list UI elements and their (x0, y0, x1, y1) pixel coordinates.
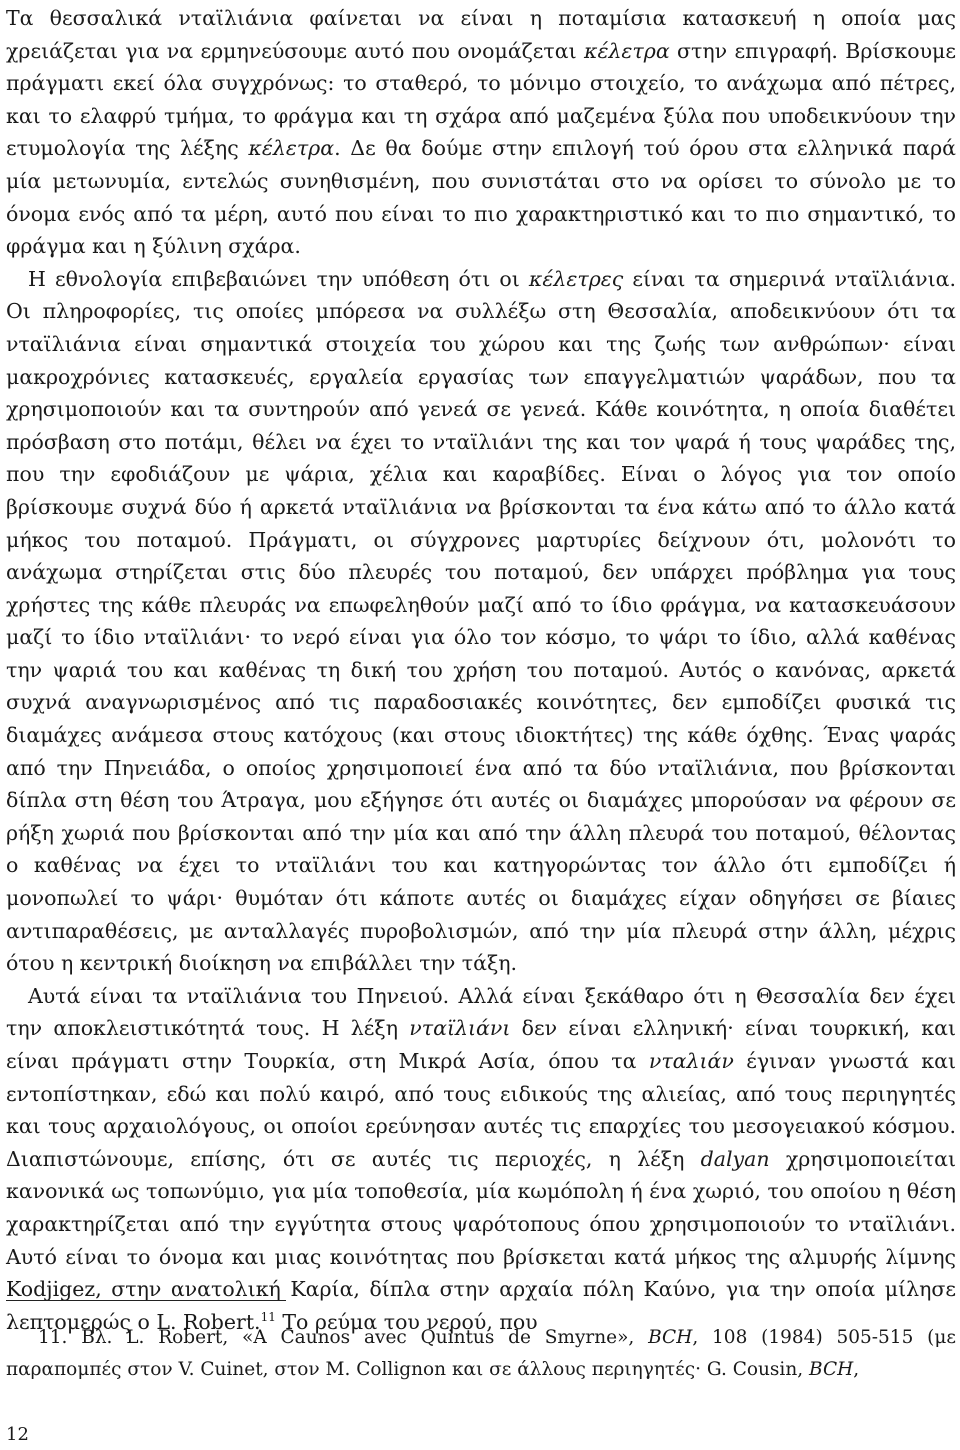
footnote-reference-mark: 11 (260, 1309, 276, 1324)
text-run: δεν είναι ελληνική· είναι τουρκική, και είναι πράγματι στην Τουρκία, στη Μικρά Ασία, όπου τα (6, 1016, 956, 1073)
text-run: Η εθνολογία επιβεβαιώνει την υπόθεση ότι οι (28, 266, 529, 291)
text-run: Αυτά είναι τα νταϊλιάνια του Πηνειού. Αλλά είναι ξεκάθαρο ότι η Θεσσαλία δεν έχει την αποκλειστικότητά τους. Η λέξη (6, 983, 956, 1041)
text-run: στην επιγραφή. Βρίσκουμε πράγματι εκεί όλα συγχρόνως: το σταθερό, το μόνιμο στοιχείο, το ανάχωμα από πέτρες, και το ελαφρύ τμήμα, το φράγμα και τη σχάρα από μαζεμένα ξύλα που υποδεικνύουν την ετυμολογία της λέξης (6, 38, 956, 161)
italic-term: κέλετρες (528, 266, 624, 291)
page-number: 12 (6, 1424, 29, 1445)
text-run: Τα θεσσαλικά νταϊλιάνια φαίνεται να είναι η ποταμίσια κατασκευή η οποία μας χρειάζεται για να ερμηνεύσουμε αυτό που ονομάζεται (6, 6, 956, 63)
text-run: έγιναν γνωστά και εντοπίστηκαν, εδώ και πολύ καιρό, από τους ειδικούς της αλιείας, από τους περιηγητές και τους αρχαιολόγους, οι οποίοι ερεύνησαν αυτές τις επαρχίες του μεσογειακού κόσμου. Διαπιστώνουμε, επίσης, ότι σε αυτές τις περιοχές, η λέξη (6, 1049, 956, 1171)
text-run: είναι τα σημερινά νταϊλιάνια. Οι πληροφορίες, τις οποίες μπόρεσα να συλλέξω στη Θεσσαλία, αποδεικνύουν ότι τα νταϊλιάνια είναι σημαντικά στοιχεία του χώρου και της ζωής των ανθρώπων· είναι μακροχρόνιες κατασκευές, εργαλεία εργασίας των επαγγελματιών ψαράδων, που τα χρησιμοποιούν και τα συντηρούν από γενεά σε γενεά. Κάθε κοινότητα, η οποία διαθέτει πρόσβαση στο ποτάμι, θέλει να έχει το νταϊλιάνι της και τον ψαρά ή τους ψαράδες της, που την εφοδιάζουν με ψάρια, χέλια και καραβίδες. Είναι ο λόγος για τον οποίο βρίσκουμε συχνά δύο ή αρκετά νταϊλιάνια να βρίσκονται τα ένα κάτω από το άλλο κατά μήκος του ποταμού. Πράγματι, οι σύγχρονες μαρτυρίες δείχνουν ότι, μολονότι το ανάχωμα στηρίζεται στις δύο πλευρές του ποταμού, δεν υπάρχει πρόβλημα για τους χρήστες της κάθε πλευράς να επωφεληθούν μαζί από το ίδιο φράγμα, να κατασκευάσουν μαζί το ίδιο νταϊλιάνι· το νερό είναι για όλο τον κόσμο, το ψάρι το ίδιο, αλλά καθένας την ψαριά του και καθένας τη δική του χρήση του ποταμού. Αυτός ο κανόνας, αρκετά συχνά αναγνωρισμένος από τις παραδοσιακές κοινότητες, δεν εμποδίζει φυσικά τις διαμάχες ανάμεσα στους κατόχους (και στους ιδιοκτήτες) της κάθε όχθης. Ένας ψαράς από την Πηνειάδα, ο οποίος χρησιμοποιεί ένα από τα δύο νταϊλιάνια, που βρίσκονται δίπλα στη θέση του Άτραγα, μου εξήγησε ότι αυτές οι διαμάχες μπορούσαν να φέρουν σε ρήξη χωριά που βρίσκονται από την μία και από την άλλη πλευρά του ποταμού, θέλοντας ο καθένας να έχει το νταϊλιάνι του και κατηγορώντας τον άλλο ότι εμποδίζει ή μονοπωλεί το ψάρι· θυμόταν ότι κάποτε αυτές οι διαμάχες είχαν οδηγήσει σε βίαιες αντιπαραθέσεις, με ανταλλαγές πυροβολισμών, από την μία πλευρά στην άλλη, μέχρις ότου η κεντρική διοίκηση να επιβάλλει την τάξη. (6, 266, 956, 976)
text-run: , 108 (1984) 505-515 (με παραπομπές στον V. Cuinet, στον M. Collignon και σε άλλους περιηγητές· G. Cousin, (6, 1327, 956, 1380)
italic-term: BCH (648, 1327, 693, 1348)
footnote-item (6, 1322, 956, 1386)
italic-term: κέλετρα (584, 38, 670, 63)
italic-term: dalyan (700, 1146, 770, 1171)
italic-term: BCH (809, 1359, 854, 1380)
main-body-text (6, 2, 956, 1338)
text-run: , (853, 1359, 860, 1380)
text-run: Το ρεύμα του νερού, που (275, 1309, 538, 1334)
italic-term: νταλιάν (648, 1049, 734, 1073)
paragraph (6, 263, 956, 980)
paragraph (6, 980, 956, 1339)
text-run: χρησιμοποιείται κανονικά ως τοπωνύμιο, για μία τοποθεσία, μία κωμόπολη ή ένα χωριό, του οποίου η θέση χαρακτηρίζεται από την εγγύτητα στους ψαρότοπους όπου χρησιμοποιούν το νταϊλιάνι. Αυτό είναι το όνομα και μιας κοινότητας που βρίσκεται κατά μήκος της αλμυρής λίμνης Kodjigez, στην ανατολική Καρία, δίπλα στην αρχαία πόλη Καύνο, για την οποία μίλησε λεπτομερώς ο L. Robert. (6, 1146, 957, 1334)
text-run: 11. Βλ. L. Robert, «A Caunos avec Quintus de Smyrne», (38, 1327, 649, 1348)
paragraph (6, 2, 956, 263)
italic-term: νταϊλιάνι (409, 1016, 511, 1041)
footnotes-section (6, 1322, 956, 1386)
footnote-separator-rule (6, 1300, 286, 1301)
italic-term: κέλετρα (248, 136, 335, 161)
text-run: . Δε θα δούμε στην επιλογή τού όρου στα ελληνικά παρά μία μετωνυμία, εντελώς συνηθισμένη, που συνιστάται στο να ορίσει το σύνολο με το όνομα ενός από τα μέρη, αυτό που είναι το πιο χαρακτηριστικό και το πιο σημαντικό, το φράγμα και η ξύλινη σχάρα. (6, 136, 956, 259)
